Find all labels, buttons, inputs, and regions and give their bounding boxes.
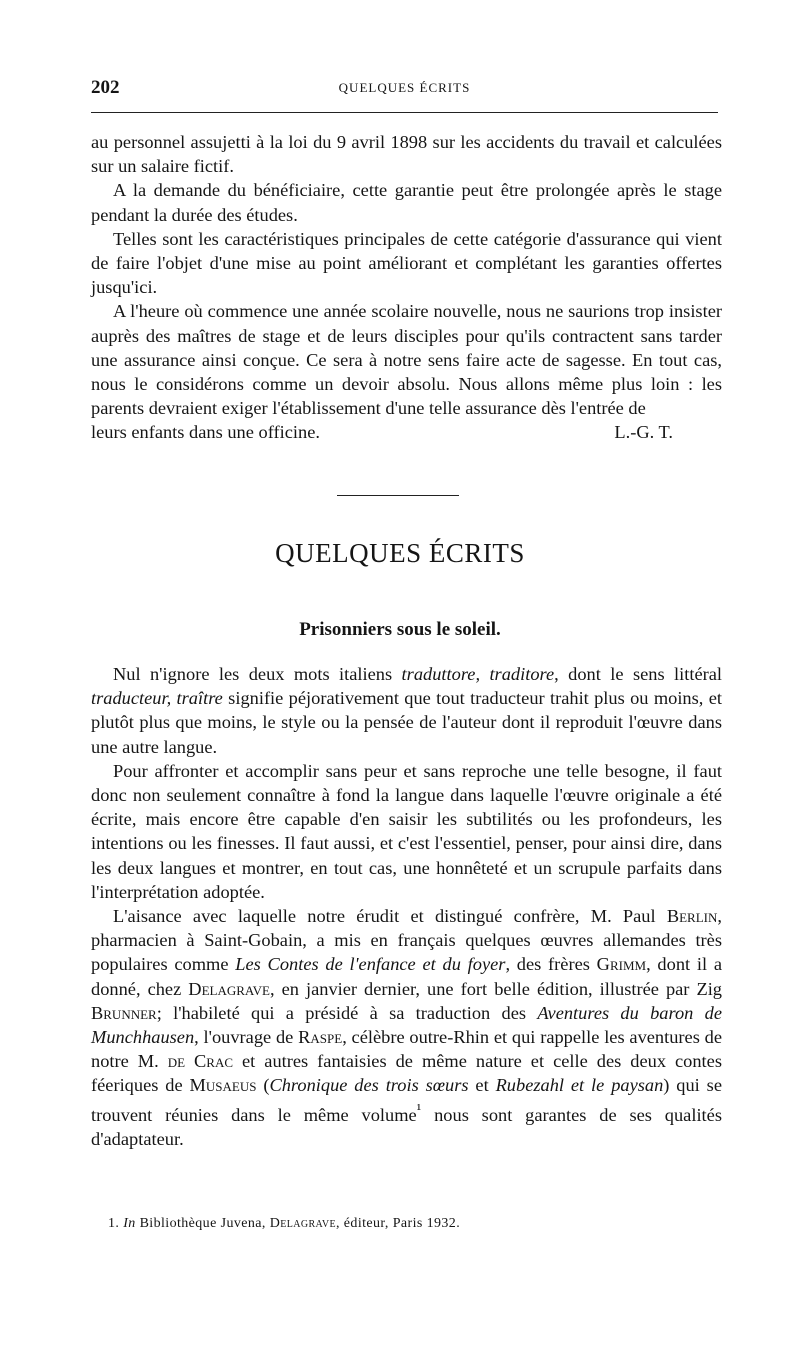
book-title: Rubezahl et le paysan	[495, 1075, 664, 1096]
paragraph: A la demande du bénéficiaire, cette garantie peut être prolongée après le stage pendant la durée des études.	[91, 180, 722, 225]
section-divider	[337, 495, 459, 496]
paragraph	[91, 904, 722, 1151]
text-run: , pharmacien à Saint-Gobain, a mis en français quelques œuvres allemandes très populaires comme	[91, 906, 722, 975]
text-run: , dont le sens littéral	[554, 664, 723, 684]
text-run: (	[256, 1075, 270, 1096]
text-run: ) qui se trouvent réunies dans le même volume	[91, 1075, 722, 1125]
text-run: L'aisance avec laquelle notre érudit et distingué confrère, M. Paul	[113, 906, 667, 927]
text-run: , en janvier dernier, une fort belle édition, illustrée par Zig	[269, 978, 722, 999]
header-rule	[91, 112, 718, 113]
paragraph: Pour affronter et accomplir sans peur et sans reproche une telle besogne, il faut donc non seulement connaître à fond la langue dans laquelle l'œuvre originale a été écrite, mais encore être capable d'en saisir les subtilités ou les profondeurs, les intentions ou les finesses. Il faut aussi, et c'est l'essentiel, penser, pour ainsi dire, dans les deux langues et montrer, en tout cas, une honnêteté et un scrupule parfaits dans l'interprétation adoptée.	[91, 760, 722, 902]
author-name: Berlin	[666, 906, 718, 927]
running-title: QUELQUES ÉCRITS	[338, 80, 471, 95]
paragraph: Telles sont les caractéristiques principales de cette catégorie d'assurance qui vient de faire l'objet d'une mise au point améliorant et complétant les garanties offertes jusqu'ici.	[91, 228, 722, 298]
publisher-name: Delagrave	[188, 978, 270, 999]
paragraph: A l'heure où commence une année scolaire nouvelle, nous ne saurions trop insister auprès des maîtres de stage et de leurs disciples pour qu'ils contractent sans tarder une assurance ainsi conçue. Ce sera à notre sens faire acte de sagesse. En tout cas, nous le considérons comme un devoir absolu. Nous allons même plus loin : les parents devraient exiger l'établissement d'une telle assurance dès l'entrée de	[91, 301, 722, 419]
text-run: , célèbre outre-Rhin et qui rappelle les aventures de notre M.	[91, 1027, 723, 1072]
footnote-number: 1.	[108, 1216, 124, 1231]
article-title: Prisonniers sous le soleil.	[299, 619, 501, 640]
text-run: Bibliothèque Juvena,	[135, 1216, 270, 1231]
paragraph: au personnel assujetti à la loi du 9 avril 1898 sur les accidents du travail et calculées sur un salaire fictif.	[91, 132, 722, 177]
author-signature: L.-G. T.	[614, 422, 673, 443]
italic-text: traducteur, traître	[91, 688, 223, 709]
italic-text: traduttore, traditore	[401, 664, 555, 684]
page-header	[91, 77, 718, 103]
paragraph-end: leurs enfants dans une officine.	[91, 422, 320, 443]
publisher-name: Delagrave	[269, 1216, 336, 1231]
paragraph	[91, 662, 722, 759]
illustrator-name: Brunner	[91, 1002, 157, 1023]
intro-text	[91, 130, 722, 445]
book-title: Les Contes de l'enfance et du foyer	[235, 954, 506, 975]
author-name: Raspe	[298, 1027, 343, 1048]
text-run: et autres fantaisies de même nature et celle des deux contes féeriques de	[91, 1051, 722, 1096]
text-run: ; l'habileté qui a présidé à sa traduction des	[156, 1002, 538, 1023]
page-number: 202	[91, 77, 120, 98]
text-run: Nul n'ignore les deux mots italiens	[113, 664, 402, 684]
signoff-line	[91, 420, 722, 444]
text-run: nous sont garantes de ses qualités d'adaptateur.	[91, 1104, 722, 1149]
italic-text: In	[123, 1216, 136, 1231]
text-run: , des frères	[505, 954, 597, 975]
character-name: de Crac	[167, 1051, 234, 1072]
text-run: signifie péjorativement que tout traducteur trahit plus ou moins, et plutôt plus que moins, le style ou la pensée de l'auteur dont il reproduit l'œuvre dans une autre langue.	[91, 688, 722, 757]
text-run: , dont il a donné, chez	[91, 954, 723, 999]
text-run: , l'ouvrage de	[194, 1027, 299, 1048]
author-name: Musaeus	[189, 1075, 257, 1096]
book-title: Chronique des trois sœurs	[269, 1075, 469, 1096]
footnote	[108, 1216, 460, 1232]
text-run: et	[468, 1075, 496, 1096]
book-title: Aventures du baron de Munchhausen	[91, 1002, 722, 1048]
footnote-marker: ¹	[416, 1100, 422, 1118]
author-name: Grimm	[596, 954, 647, 975]
text-run: , éditeur, Paris 1932.	[336, 1216, 461, 1231]
review-text	[91, 662, 722, 1151]
section-title: QUELQUES ÉCRITS	[275, 538, 525, 568]
